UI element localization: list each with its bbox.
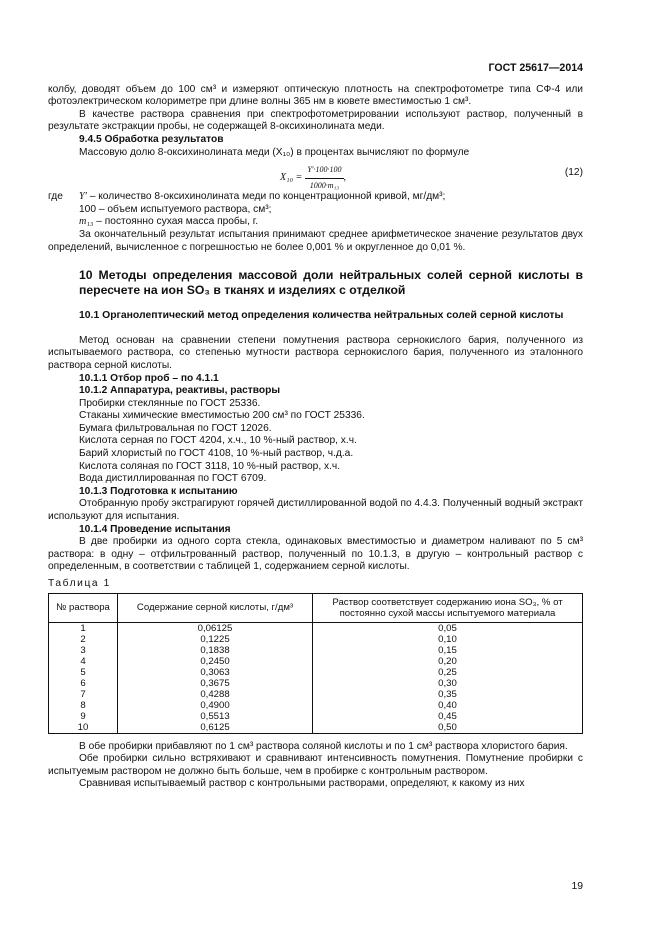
legend-desc-m: – постоянно сухая масса пробы, г. [93,216,259,228]
table-cell: 0,25 [313,667,583,678]
table-cell: 0,3675 [118,678,313,689]
legend-symbol-y: Y′ [79,191,87,203]
paragraph-preparation: Отобранную пробу экстрагируют горячей дистиллированной водой по 4.4.3. Полученный водный экстракт используют для испытания. [48,498,583,523]
formula-12 [48,161,583,191]
formula-numerator: Y′·100·100 [305,164,343,179]
table-row [49,634,583,645]
paragraph-formula-intro: Массовую долю 8-оксихинолината меди (X₁₀) в процентах вычисляют по формуле [79,146,470,158]
table-row [49,700,583,711]
list-item: Барий хлористый по ГОСТ 4108, 10 %-ный раствор, ч.д.а. [79,448,354,460]
table-cell: 0,15 [313,645,583,656]
table-row [49,722,583,734]
table-cell: 0,20 [313,656,583,667]
table-cell: 10 [49,722,118,734]
table-header-cell: Раствор соответствует содержанию иона SO₃, % от постоянно сухой массы испытуемого материала [313,593,583,622]
table-cell: 0,35 [313,689,583,700]
table-cell: 8 [49,700,118,711]
table-row [49,711,583,722]
table-header-cell: № раствора [49,593,118,622]
formula-number: (12) [564,167,583,179]
table-cell: 0,3063 [118,667,313,678]
legend-row-3 [48,216,583,229]
table-cell: 0,40 [313,700,583,711]
table-cell: 0,50 [313,722,583,734]
formula-fraction [305,164,343,192]
paragraph-continuation: колбу, доводят объем до 100 см³ и измеряют оптическую плотность на спектрофотометре типа СФ-4 или фотоэлектрическом колориметре при длине волны 365 нм в кювете вместимостью 1 см³. [48,83,583,108]
table-cell: 0,06125 [118,622,313,634]
list-item: Вода дистиллированная по ГОСТ 6709. [79,473,267,485]
table-cell: 9 [49,711,118,722]
heading-10-1-1: 10.1.1 Отбор проб – по 4.1.1 [79,372,219,384]
list-item: Бумага фильтровальная по ГОСТ 12026. [79,422,272,434]
table-1 [48,593,583,734]
table-cell: 3 [49,645,118,656]
formula-expression [280,164,346,192]
table-cell: 0,4900 [118,700,313,711]
legend-symbol-m: m₁₃ [79,216,94,228]
heading-section-10: 10 Методы определения массовой доли нейтральных солей серной кислоты в пересчете на ион SO₃ в тканях и изделиях с отделкой [79,268,583,298]
table-cell: 0,1225 [118,634,313,645]
table-row [49,689,583,700]
table-caption: Таблица 1 [48,578,111,589]
table-cell: 0,05 [313,622,583,634]
legend-row-2: 100 – объем испытуемого раствора, см³; [79,203,272,215]
legend-row-1 [48,191,583,204]
page-number: 19 [571,881,583,892]
formula-legend [48,191,583,229]
table-cell: 7 [49,689,118,700]
table-row [49,667,583,678]
table-cell: 0,10 [313,634,583,645]
paragraph-final-result: За окончательный результат испытания принимают среднее арифметическое значение результатов двух определений, вычисленное с погрешностью не более 0,001 % и округленное до 0,01 %. [48,228,583,253]
formula-tail: , [343,171,347,183]
paragraph-add-reagents: В обе пробирки прибавляют по 1 см³ раствора соляной кислоты и по 1 см³ раствора хлористого бария. [79,740,568,752]
table-cell: 0,2450 [118,656,313,667]
paragraph-reference-solution: В качестве раствора сравнения при спектрофотометрировании используют раствор, полученный в результате экстракции пробы, не содержащей 8-оксихинолината меди. [48,108,583,133]
heading-10-1-2: 10.1.2 Аппаратура, реактивы, растворы [79,385,281,397]
paragraph-comparison: Сравнивая испытываемый раствор с контрольными растворами, определяют, к какому из них [79,778,525,790]
table-cell: 1 [49,622,118,634]
paragraph-shake-compare: Обе пробирки сильно встряхивают и сравнивают интенсивность помутнения. Помутнение пробирки с испытуемым раствором не должно быть больше, чем в пробирке с контрольным раствором. [48,753,583,777]
table-cell: 6 [49,678,118,689]
paragraph-procedure: В две пробирки из одного сорта стекла, одинаковых вместимостью и диаметром наливают по 5 см³ раствора: в одну – отфильтрованный раствор, полученный по 10.1.3, в другую – контрольный раствор с определенным, в соответствии с таблицей 1, содержанием серной кислоты. [48,536,583,573]
table-cell: 0,30 [313,678,583,689]
document-number: ГОСТ 25617—2014 [488,62,583,74]
legend-where-label: где [48,191,63,203]
table-cell: 0,6125 [118,722,313,734]
formula-denominator: 1000·m₁₃ [309,180,340,190]
list-item: Кислота соляная по ГОСТ 3118, 10 %-ный раствор, х.ч. [79,460,341,472]
heading-10-1-4: 10.1.4 Проведение испытания [79,523,231,535]
table-cell: 0,1838 [118,645,313,656]
table-header-cell: Содержание серной кислоты, г/дм³ [118,593,313,622]
table-cell: 5 [49,667,118,678]
list-item: Пробирки стеклянные по ГОСТ 25336. [79,397,261,409]
table-cell: 0,4288 [118,689,313,700]
heading-10-1-3: 10.1.3 Подготовка к испытанию [79,485,238,497]
heading-9-4-5: 9.4.5 Обработка результатов [79,133,224,145]
table-row [49,656,583,667]
table-cell: 0,5513 [118,711,313,722]
list-item: Стаканы химические вместимостью 200 см³ по ГОСТ 25336. [79,410,365,422]
table-row [49,678,583,689]
formula-lhs: X₁₀ = [280,171,303,183]
table-row [49,645,583,656]
paragraph-method-basis: Метод основан на сравнении степени помутнения раствора сернокислого бария, полученного из испытываемого раствора, со степенью мутности раствора сернокислого бария, полученного из эталонного раствора серной кислоты. [48,334,583,371]
legend-desc-y: – количество 8-оксихинолината меди по концентрационной кривой, мг/дм³; [86,191,446,203]
heading-10-1: 10.1 Органолептический метод определения количества нейтральных солей серной кислоты [79,310,564,322]
table-row [49,622,583,634]
list-item: Кислота серная по ГОСТ 4204, х.ч., 10 %-ный раствор, х.ч. [79,435,357,447]
table-cell: 2 [49,634,118,645]
table-cell: 4 [49,656,118,667]
table-cell: 0,45 [313,711,583,722]
table-header-row [49,593,583,622]
